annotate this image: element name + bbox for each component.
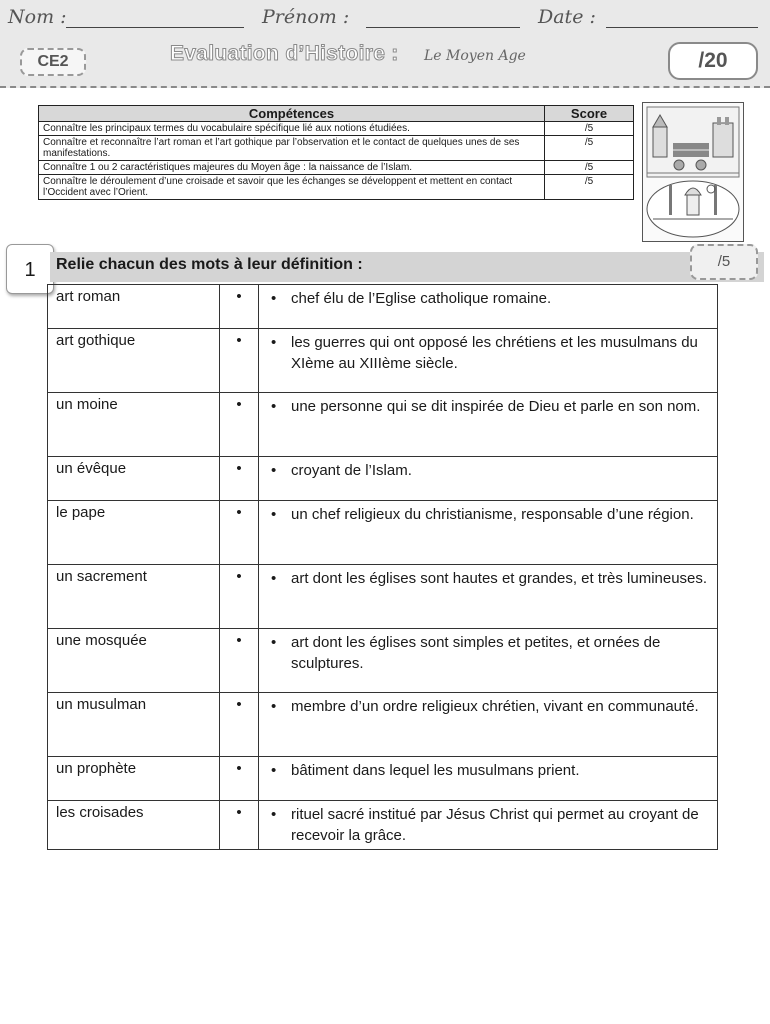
match-row <box>48 457 718 501</box>
competence-row <box>39 175 634 200</box>
match-row <box>48 565 718 629</box>
date-label: Date : <box>538 6 596 28</box>
prenom-line[interactable] <box>366 27 520 28</box>
competence-row <box>39 161 634 175</box>
match-dot[interactable]: • <box>220 457 259 501</box>
match-dot[interactable]: • <box>220 285 259 329</box>
match-row <box>48 285 718 329</box>
nom-line[interactable] <box>66 27 244 28</box>
competence-row <box>39 136 634 161</box>
medieval-illustration <box>642 102 744 242</box>
competence-score: /5 <box>545 136 634 161</box>
date-line[interactable] <box>606 27 758 28</box>
match-row <box>48 693 718 757</box>
total-score-box: /20 <box>668 42 758 80</box>
match-dot[interactable]: • <box>220 801 259 850</box>
match-word: un moine <box>48 393 220 457</box>
competence-row <box>39 122 634 136</box>
match-dot[interactable]: • <box>220 393 259 457</box>
match-word: un prophète <box>48 757 220 801</box>
competence-score: /5 <box>545 161 634 175</box>
match-row <box>48 501 718 565</box>
match-dot[interactable]: • <box>220 629 259 693</box>
competence-text: Connaître 1 ou 2 caractéristiques majeures du Moyen âge : la naissance de l’Islam. <box>39 161 545 175</box>
score-header: Score <box>545 106 634 122</box>
competence-score: /5 <box>545 122 634 136</box>
page-title: Evaluation d’Histoire : <box>170 42 399 65</box>
match-definition[interactable]: • croyant de l’Islam. <box>259 457 718 501</box>
competence-text: Connaître et reconnaître l’art roman et l’art gothique par l’observation et le contact de quelques unes de ses manifestations. <box>39 136 545 161</box>
match-row <box>48 393 718 457</box>
header <box>0 0 770 88</box>
prenom-label: Prénom : <box>262 6 350 28</box>
match-dot[interactable]: • <box>220 501 259 565</box>
match-definition[interactable]: • une personne qui se dit inspirée de Dieu et parle en son nom. <box>259 393 718 457</box>
match-definition[interactable]: • rituel sacré institué par Jésus Christ qui permet au croyant de recevoir la grâce. <box>259 801 718 850</box>
match-definition[interactable]: • membre d’un ordre religieux chrétien, vivant en communauté. <box>259 693 718 757</box>
match-dot[interactable]: • <box>220 565 259 629</box>
match-definition[interactable]: • art dont les églises sont simples et petites, et ornées de sculptures. <box>259 629 718 693</box>
level-badge: CE2 <box>20 48 86 76</box>
exercise-score-box: /5 <box>690 244 758 280</box>
medieval-scene-icon <box>643 103 743 241</box>
match-definition[interactable]: • art dont les églises sont hautes et grandes, et très lumineuses. <box>259 565 718 629</box>
match-dot[interactable]: • <box>220 693 259 757</box>
match-definition[interactable]: • un chef religieux du christianisme, responsable d’une région. <box>259 501 718 565</box>
match-word: un musulman <box>48 693 220 757</box>
match-row <box>48 329 718 393</box>
match-definition[interactable]: • chef élu de l’Eglise catholique romaine. <box>259 285 718 329</box>
competence-text: Connaître le déroulement d’une croisade et savoir que les échanges se développent et mettent en contact l’Occident avec l’Orient. <box>39 175 545 200</box>
exercise-number: 1 <box>6 244 54 294</box>
nom-label: Nom : <box>8 6 67 28</box>
match-word: un sacrement <box>48 565 220 629</box>
match-word: art roman <box>48 285 220 329</box>
match-definition[interactable]: • bâtiment dans lequel les musulmans prient. <box>259 757 718 801</box>
competences-header: Compétences <box>39 106 545 122</box>
match-dot[interactable]: • <box>220 757 259 801</box>
competence-text: Connaître les principaux termes du vocabulaire spécifique lié aux notions étudiées. <box>39 122 545 136</box>
exercise-title: Relie chacun des mots à leur définition : <box>56 256 363 273</box>
match-word: le pape <box>48 501 220 565</box>
match-word: un évêque <box>48 457 220 501</box>
match-definition[interactable]: • les guerres qui ont opposé les chrétiens et les musulmans du XIème au XIIIème siècle. <box>259 329 718 393</box>
match-dot[interactable]: • <box>220 329 259 393</box>
match-row <box>48 757 718 801</box>
page-subtitle: Le Moyen Age <box>424 48 526 64</box>
match-word: les croisades <box>48 801 220 850</box>
match-row <box>48 629 718 693</box>
match-row <box>48 801 718 850</box>
match-word: art gothique <box>48 329 220 393</box>
competences-table <box>38 105 634 200</box>
match-word: une mosquée <box>48 629 220 693</box>
matching-table <box>47 284 718 850</box>
competence-score: /5 <box>545 175 634 200</box>
